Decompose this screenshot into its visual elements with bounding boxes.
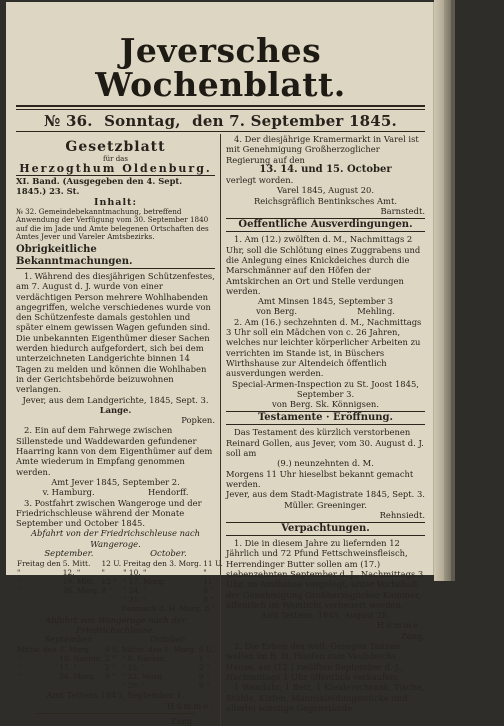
page-edge bbox=[451, 0, 455, 581]
section-testamente: Testamente · Eröffnung. bbox=[226, 411, 425, 425]
testament-notice: Das Testament des kürzlich verstorbenen Reinard Gollen, aus Jever, vom 30. August d. J. soll am bbox=[226, 427, 424, 459]
month-label: October. bbox=[150, 635, 187, 646]
signatory-name: von Berg. bbox=[256, 306, 298, 317]
band-line: XI. Band. (Ausgegeben den 4. Sept. 1845.) 23. St. bbox=[16, 176, 183, 197]
ausverdingung-2: 2. Am (16.) sechzehnten d. M., Nachmittags 3 Uhr soll ein Mädchen von c. 26 Jahren, welches nur leichter körperlicher Arbeiten zu verrichten im Stande ist, in Büschers Wirthshause zur Altendeich öffentlich ausverdungen werden. bbox=[226, 316, 422, 379]
signatory-name: Mehling. bbox=[357, 306, 395, 317]
left-column bbox=[16, 134, 221, 726]
market-dates: 13. 14. und 15. October bbox=[259, 163, 392, 175]
table-row: Freitag den 5. Mitt. 12 U. Freitag den 3. Morg. 11 U. bbox=[17, 559, 223, 569]
verpachtung-2b: Nachmittags 1 Uhr öffentlich verkaufen: bbox=[226, 671, 399, 682]
notice-1-name2: Popken. bbox=[181, 415, 215, 426]
testament-names: Müller. Greeninger. bbox=[284, 499, 367, 510]
table-row: " 26. Morg. 8 " " 24. " 8 " bbox=[17, 586, 214, 596]
verpachtung-1-signature: Amt Tettens, 1845, August 28. bbox=[260, 610, 391, 621]
table-row: " 17. " 2 " " 15. " 2 " bbox=[17, 663, 210, 673]
inhalt-text: № 32. Gemeindebekanntmachung, betreffend Anwendung der Verfügung vom 30. September 1840 auf die im Jade und Amte belegenen Ortschaften des Amtes Jever und Vareler Amtsbezirks. bbox=[16, 206, 209, 242]
market-authority: Reichsgräflich Bentinksches Amt. bbox=[253, 195, 398, 206]
notice-2-names bbox=[16, 487, 215, 497]
herzogthum-heading: Herzogthum Oldenburg. bbox=[19, 162, 212, 175]
month-label: September. bbox=[44, 548, 94, 559]
ausverdingung-2-names: von Berg. Sk. Könnigsen. bbox=[272, 399, 379, 410]
market-notice: 4. Der diesjährige Kramermarkt in Varel ist mit Genehmigung Großherzoglicher Regierung auf den bbox=[226, 134, 419, 165]
table-row: " 10. Nachm. 2 " " 8. Nachm. 1 " bbox=[17, 654, 210, 664]
notice-3-name: Hümme. bbox=[166, 700, 215, 711]
notice-2-signature: Amt Jever 1845, September 2. bbox=[51, 476, 180, 487]
right-column bbox=[221, 134, 425, 726]
testament-signature: Jever, aus dem Stadt-Magistrate 1845, Sept. 3. bbox=[226, 489, 425, 500]
schedule-2-heading: Abfahrt von Wangeroge nach der Friedrichschleuse. bbox=[45, 614, 186, 635]
section-obrigkeitliche: Obrigkeitliche Bekanntmachungen. bbox=[16, 244, 215, 269]
ausverdingung-1: 1. Am (12.) zwölften d. M., Nachmittags 2 Uhr, soll die Schlötung eines Zuggrabens und die Anlegung eines Knickdeiches durch die Marschmänner auf den Höfen der Amtskirchen an Ort und Stelle verdungen werden. bbox=[226, 234, 421, 296]
table-row: Mittw. den 3. Morg. 9 U. Mittw. den 1. Morg. 9 U. bbox=[17, 645, 214, 655]
ausverdingung-1-names bbox=[226, 306, 425, 316]
ausverdingung-2-signature: Special-Armen-Inspection zu St. Joost 1845, September 3. bbox=[232, 378, 419, 399]
gesetzblatt-heading: Gesetzblatt bbox=[65, 139, 166, 155]
testament-date: (9.) neunzehnten d. M. bbox=[277, 458, 374, 469]
section-verpachtungen: Verpachtungen. bbox=[226, 522, 425, 536]
table-row: " 12. " " " 10. " " bbox=[17, 568, 207, 578]
schedule-1-note: Demnach d. H. Morg. 8 " bbox=[121, 604, 215, 614]
testament-rest: Morgens 11 Uhr hieselbst bekannt gemacht werden. bbox=[226, 468, 414, 489]
table-row: " 29. " 9 " bbox=[121, 681, 210, 691]
fuer-das: für das bbox=[103, 155, 128, 163]
table-row: " 31. " 8 " bbox=[123, 595, 214, 605]
notice-1: 1. Während des diesjährigen Schützenfestes, am 7. August d. J. wurde von einer verdächtigen Person mehrere Wohlhabenden angegriffen, welche verschiedenes wurde von den Schützenfeste damals gestohlen und später einem gewissen Wagen gefunden sind. Die unbekannten Eigenthümer dieser Sachen werden hiedurch aufgefordert, sich bei dem unterzeichneten Landgerichte binnen 14 Tagen zu melden und können die Wohlhaben in der Gerichtsbehörde beizuwohnen verlangen. bbox=[16, 270, 215, 395]
schedule-1-heading: Abfahrt von der Friedrichschleuse nach Wangeroge. bbox=[30, 528, 201, 549]
page-edge bbox=[444, 0, 451, 581]
notice-3-signature: Amt Tettens 1845, September 1. bbox=[46, 690, 185, 701]
schedule-2-months bbox=[16, 635, 215, 645]
verpachtung-2: 2. Die Erben des weil. Gesegen Tannen wollen im B. H. Hoofen zum Vaubdeichs Hause, am (12.) zwölften September d. J., bbox=[226, 641, 404, 672]
divider bbox=[36, 713, 195, 714]
notice-2-name: v. Hamburg. bbox=[42, 487, 95, 498]
section-oeffentliche: Oeffentliche Ausverdingungen. bbox=[226, 218, 425, 232]
issue-date: den 7. September 1845. bbox=[192, 112, 397, 130]
notice-1-signature: Jever, aus dem Landgerichte, 1845, Sept. 3. bbox=[22, 394, 209, 405]
table-row: " 19. Mitt. 12 " " 17. Morg. 11 " bbox=[17, 577, 219, 587]
issue-line bbox=[16, 110, 425, 131]
table-row: " 24. Morg. 9 " " 22. Morg. 9 " bbox=[17, 672, 210, 682]
columns bbox=[16, 134, 425, 726]
notice-2-name2: Hendorff. bbox=[147, 487, 189, 498]
month-label: September. bbox=[44, 635, 94, 646]
notice-1-name: Lange. bbox=[99, 404, 132, 415]
issue-day: Sonntag, bbox=[104, 112, 181, 130]
inhalt-heading: Inhalt: bbox=[94, 196, 137, 208]
verpachtung-1-name2: Zang. bbox=[400, 630, 425, 641]
market-name: Barnstedt. bbox=[380, 206, 425, 217]
issue-rule bbox=[16, 131, 425, 132]
schedule-2-table bbox=[16, 645, 215, 690]
ausverdingung-1-signature: Amt Minsen 1845, September 3 bbox=[257, 296, 394, 307]
testament-name3: Rehnsiedt. bbox=[379, 509, 425, 520]
month-label: October. bbox=[150, 548, 187, 559]
notice-3: 3. Postfahrt zwischen Wangeroge und der Friedrichschleuse während der Monate September und October 1845. bbox=[16, 497, 202, 529]
verpachtung-1: 1. Die in diesem Jahre zu liefernden 12 Jährlich und 72 Pfund Fettschweinsfleisch, Herrendinger Butter sollen am (17.) siebenzehnten September d. J., Nachmittags 3 Uhr, im Amthause vorgelegt, unter Vorbehalt der Genehmigung Großherzoglicher Kammer, öffentlich im Weinlicht verheuert werden. bbox=[226, 538, 424, 610]
schedule-1-months bbox=[16, 549, 215, 559]
schedule-1-table bbox=[16, 559, 224, 604]
market-signature: Varel 1845, August 20. bbox=[276, 185, 375, 196]
bottom-name: Zang. bbox=[170, 716, 195, 726]
masthead-title: Jeversches Wochenblatt. bbox=[95, 31, 346, 104]
market-rest: verlegt worden. bbox=[226, 175, 294, 186]
verpachtung-1-name: Hümme. bbox=[376, 620, 425, 631]
page-edge bbox=[434, 0, 444, 581]
verpachtung-2c: 1 Wanduhr, 1 Bett, 1 Kleiderschrank, Tische, Stühle, Kisten, Mannskleidungsstücke und allerlei sonstige Gegenstände. bbox=[226, 682, 425, 713]
notice-2: 2. Ein auf dem Fahrwege zwischen Sillenstede und Waddewarden gefundener Haarring kann von dem Eigenthümer auf dem Amte wiederum in Empfang genommen werden. bbox=[16, 425, 213, 477]
issue-number: № 36. bbox=[44, 112, 93, 130]
newspaper-page bbox=[6, 2, 434, 726]
